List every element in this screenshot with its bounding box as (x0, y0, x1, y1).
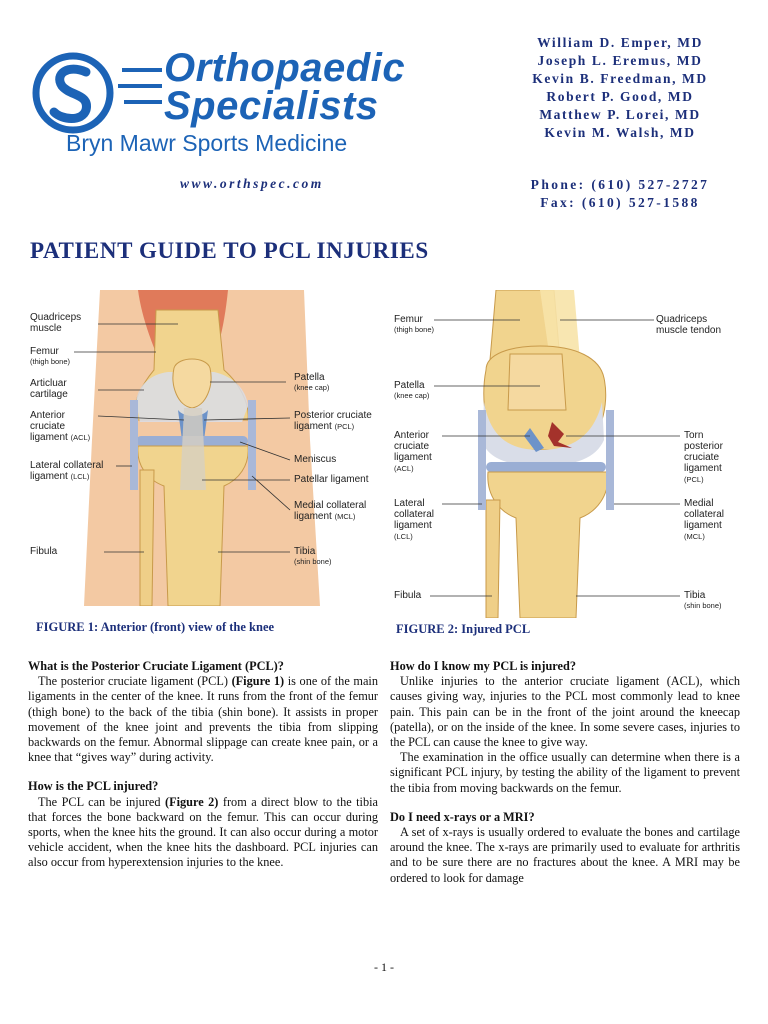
logo-emblem-icon (32, 52, 114, 134)
doctor-name: Kevin B. Freedman, MD (532, 71, 708, 86)
label-patella: Patella (knee cap) (294, 372, 330, 392)
paragraph-how-injured: The PCL can be injured (Figure 2) from a direct blow to the tibia that forces the bone backward on the femur. This can occur during sports, when the knee hits the ground. It can also occur during a motor vehicle accident, when the knee hits the dashboard. PCL injuries can also occur from hyperextension injuries to the knee. (28, 794, 378, 870)
fax-number: Fax: (610) 527-1588 (540, 195, 700, 210)
label-mcl: Medial collateral ligament (MCL) (684, 498, 725, 541)
doctor-name: Matthew P. Lorei, MD (539, 107, 701, 122)
paragraph-how-do-i-know: Unlike injuries to the anterior cruciate ligament (ACL), which causes giving way, injuries to the PCL most commonly lead to knee pain. This pain can be in the front of the joint around the kneecap (patella), or on the inside of the knee. In some severe cases, injuries to the PCL can cause the knee to give way. (390, 674, 740, 750)
section-heading-xrays-mri: Do I need x-rays or a MRI? (390, 809, 535, 824)
phone-number: Phone: (610) 527-2727 (530, 177, 710, 192)
logo-title-line2: Specialists (164, 84, 379, 128)
label-femur: Femur (thigh bone) (394, 314, 435, 334)
section-heading-how-injured: How is the PCL injured? (28, 779, 159, 794)
right-column (390, 659, 740, 886)
figure-1-knee-anterior (28, 290, 380, 606)
left-column (28, 659, 378, 871)
label-fibula: Fibula (394, 590, 422, 601)
label-femur: Femur (thigh bone) (30, 346, 71, 366)
website-link[interactable]: www.orthspec.com (180, 176, 324, 191)
figure-1-caption: FIGURE 1: Anterior (front) view of the knee (36, 620, 275, 634)
label-mcl: Medial collateral ligament (MCL) (294, 500, 367, 522)
label-quadriceps: Quadriceps muscle (30, 312, 82, 334)
label-acl: Anterior cruciate ligament (ACL) (394, 430, 432, 473)
section-heading-how-do-i-know: How do I know my PCL is injured? (390, 659, 576, 673)
paragraph-what-is-pcl: The posterior cruciate ligament (PCL) (Figure 1) is one of the main ligaments in the center of the knee. It runs from the front of the femur (thigh bone) to the back of the tibia (shin bone). It assists in proper movement of the knee joint and prevents the tibia from slipping backwards on the femur. Abnormal slippage can create knee pain, or a knee that “gives way” during activity. (28, 674, 378, 765)
label-acl: Anterior cruciate ligament (ACL) (30, 410, 91, 443)
label-patella: Patella (knee cap) (394, 380, 430, 400)
label-lcl: Lateral collateral ligament (LCL) (30, 460, 104, 482)
label-fibula: Fibula (30, 546, 58, 557)
label-meniscus: Meniscus (294, 454, 337, 465)
label-patellar-ligament: Patellar ligament (294, 474, 369, 485)
doctor-name: William D. Emper, MD (537, 35, 703, 50)
figure-2-caption: FIGURE 2: Injured PCL (396, 622, 531, 636)
paragraph-examination: The examination in the office usually can determine when there is a significant PCL injury, by testing the ability of the ligament to prevent the tibia from moving backwards on the femur. (390, 750, 740, 795)
logo-title-line1: Orthopaedic (164, 46, 406, 90)
label-tibia: Tibia (shin bone) (294, 546, 332, 566)
label-tibia: Tibia (shin bone) (684, 590, 722, 610)
logo-subtitle: Bryn Mawr Sports Medicine (66, 130, 348, 156)
paragraph-xrays-mri: A set of x-rays is usually ordered to evaluate the bones and cartilage around the knee. The x-rays are primarily used to evaluate for arthritis and to be sure there are no fractures about the knee. A MRI may be ordered to look for damage (390, 825, 740, 885)
figure-2-injured-pcl (390, 290, 740, 618)
label-articular-cartilage: Articluar cartilage (30, 378, 68, 400)
label-torn-pcl: Torn posterior cruciate ligament (PCL) (684, 430, 723, 484)
label-pcl: Posterior cruciate ligament (PCL) (294, 410, 372, 432)
doctor-list (500, 34, 740, 142)
contact-info (500, 176, 740, 212)
logo-speed-lines-icon (118, 62, 168, 118)
doctor-name: Joseph L. Eremus, MD (537, 53, 703, 68)
practice-logo (32, 46, 492, 166)
page-number: - 1 - (374, 960, 394, 974)
section-heading-what-is-pcl: What is the Posterior Cruciate Ligament (PCL)? (28, 659, 284, 673)
page-title: PATIENT GUIDE TO PCL INJURIES (30, 238, 429, 263)
label-quadriceps-tendon: Quadriceps muscle tendon (656, 314, 722, 336)
doctor-name: Kevin M. Walsh, MD (544, 125, 696, 140)
label-lcl: Lateral collateral ligament (LCL) (394, 498, 435, 541)
doctor-name: Robert P. Good, MD (546, 89, 694, 104)
